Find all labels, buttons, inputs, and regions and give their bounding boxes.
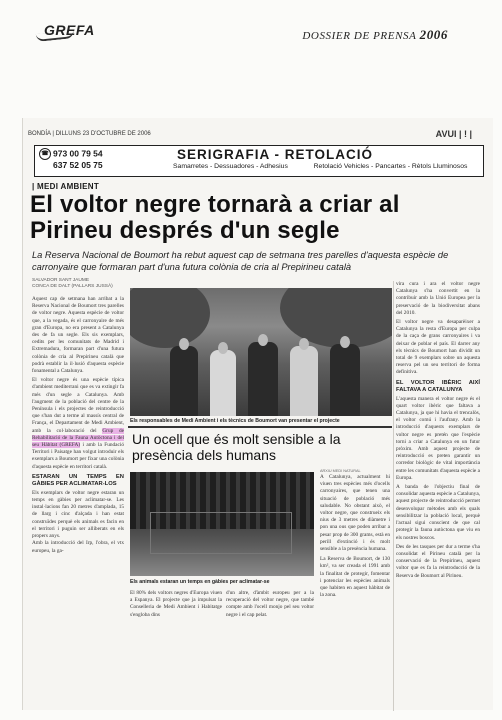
sidebar-paragraph: A Catalunya, actualment hi viuen tres espècies més d'ocells carronyaires, que tenen una situació de població més saludable. No obstant això, el voltor negre, que construeix els nius de 3 metres de diàmetre i pon una ous que poden arribar a pesar prop de 300 grams, està en perill d'extinció i és molt sensible a la presència humana. [320,474,390,553]
paper-strip [28,131,486,141]
section-label: | MEDI AMBIENT [32,182,100,191]
byline-place: CONCA DE DALT (PALLARS JUSSÀ) [32,284,113,289]
ad-phones [39,148,103,171]
col1-paragraph: Els exemplars de voltor negre estaran un temps en gàbies per aclimatar-se. Les instal·lacions fan 20 metres d'amplada, 15 de llarg i cinc d'alçada i han estat construïdes perquè els animals es facin en el territori i puguin ser alliberats en els propers anys. [32,489,124,540]
col3-paragraph: L'aquesta manera el voltor negre és el quart voltor ibèric que faltava a Catalunya, ja que hi havia el trencalòs, el voltor comú i l'aufrany. Amb la introducció d'aquests exemplars de voltor negre es pretén que l'espècie torni a criar a Catalunya en un futur pròxim. Amb aquest projecte de reintroducció es preten garantir un corredor biològic de vital importància entre les comunitats d'aquesta espècie a Europa. [396,395,480,481]
sidebar-title: Un ocell que és molt sensible a la presència dels humans [132,431,341,463]
col3-paragraph: A banda de l'objectiu final de consolidar aquesta espècie a Catalunya, aquest projecte de reintroducció permet desenvolupar mètodes amb els quals sensibilitzar la població local, perquè l'actual sigui conscient de que cal protegir la fauna autòctona que viu en els nostres boscos. [396,484,480,541]
col1-paragraph: El voltor negre és una espècie típica d'ambient mediterrani que es va extingir fa més d'un segle a Catalunya. Amb l'augment de la població del centre de la Península i els projectes de reintroducció que s'han dut a terme al massís central de França, el Departament de Medi Ambient, amb la col·laboració del [32,377,124,434]
col3-paragraph: Des de les tasques per dur a terme s'ha consolidat el Pirineu català per la conservació de la Prepirineu, aquest voltor que es fa la reintroducció de la Reserva de Boumort al Pirineu. [396,543,480,579]
ad-subtitle-2: Retolació Vehicles - Pancartes - Rètols Lluminosos [313,163,468,170]
col3-paragraph: vira cura i ara el voltor negre Catalunya s'ha convertit en la contribuir amb la Unió Europea per la preservació de la biodiversitat abans del 2010. [396,281,480,316]
ad-phone-2: 637 52 05 75 [53,160,103,170]
paper-date: BONDÍA | DILLUNS 23 D'OCTUBRE DE 2006 [28,131,151,137]
grefa-logo: GREFA [44,22,95,38]
dossier-label: DOSSIER DE PRENSA [302,30,417,42]
sidebar-column-a: El 80% dels voltors negres d'Europa viuen a Espanya. El projecte que ja impulsat la Conselleria de Medi Ambient i Habitatge s'engloba dins [130,590,222,618]
advertisement [34,145,484,177]
byline-author: SALVADOR SANT JAUME [32,278,90,283]
column-divider [393,281,394,711]
col1-subheading: ESTARAN UN TEMPS EN GÀBIES PER ACLIMATAR-LOS [32,473,124,487]
col3-paragraph: El voltor negre va desaparèixer a Catalunya la resta d'Europa per culpa de la caça de grans carronyaires i va deixar de poblar el país. El darrer any els tècnics de Boumort han dividit un total de 9 exemplars sobre un aquesta reserva pel un seu territori de forma definitiva. [396,319,480,376]
aviary-photo [130,472,314,576]
photo-credit: ARXIU MEDI NATURAL [320,469,361,473]
paper-right-mark: AVUI | ! | [435,129,472,139]
ad-phone-1: 973 00 79 54 [53,148,103,159]
logo-swoosh [36,30,75,42]
phone-icon: ☎ [39,148,51,160]
col3-subheading: EL VOLTOR IBÈRIC AIXÍ FALTAVA A CATALUNYA [396,379,480,393]
dossier-year: 2006 [419,27,448,42]
ad-title: SERIGRAFIA - RETOLACIÓ [177,147,374,162]
col1-paragraph: i amb la Fundació Territori i Paisatge han volgut introduir els exemplars a Boumort per fixar una colònia d'aquesta espècie en territori català. [32,442,124,470]
article-column-1 [32,296,124,555]
sidebar-column-c [320,474,390,599]
ad-subtitle-1: Samarretes - Dessuadores - Adhesius [173,163,288,170]
article-lead: La Reserva Nacional de Boumort ha rebut aquest cap de setmana tres parelles d'aquesta espècie de carronyaire que formaran part d'una futura colònia de cria al Prepirineu català [32,250,449,272]
article-headline: El voltor negre tornarà a criar al Pirineu després d'un segle [30,191,400,244]
highlighted-grefa-mention: Grup de Rehabilitació de la Fauna Autòctona i del seu Hàbitat (GREFA) [32,427,124,449]
officials-photo [130,288,392,416]
sidebar-column-b: d'un altre, d'àmbit europeu per a la recuperació del voltor negre, que també compte amb l'ocell monjo pel seu voltor negre i el cap pelat. [226,590,314,618]
col1-paragraph: Amb la introducció del Irp, l'obra, el vtx europeu, la ga- [32,540,124,554]
article-byline [32,278,113,290]
photo-caption: Els animals estaran un temps en gàbies per aclimatar-se [130,579,270,585]
sidebar-paragraph: La Reserva de Boumort, de 130 km², va ser creada el 1991 amb la finalitat de protegir, fomentar i potenciar les espècies animals que habiten en aquest hàbitat de la zona. [320,556,390,599]
ad-subtitle [173,163,467,170]
photo-caption: Els responsables de Medi Ambient i els tècnics de Boumort van presentar el projecte [130,418,340,424]
col1-paragraph: Aquest cap de setmana han arribat a la Reserva Nacional de Boumort tres parelles de voltor negre. Aquesta espècie de voltor que, a la vegada, és el carronyaire de més gran d'Europa, no era present a Catalunya des de fa un segle. Els sis exemplars, cedits per les comunitats de Madrid i Extremadura, formaran part d'una futura colònia de cria al Prepirineu català que podrà establir la il·lusió d'aquesta espècie fonamental a Catalunya. [32,296,124,375]
article-column-3 [396,281,480,580]
dossier-header [302,27,448,43]
